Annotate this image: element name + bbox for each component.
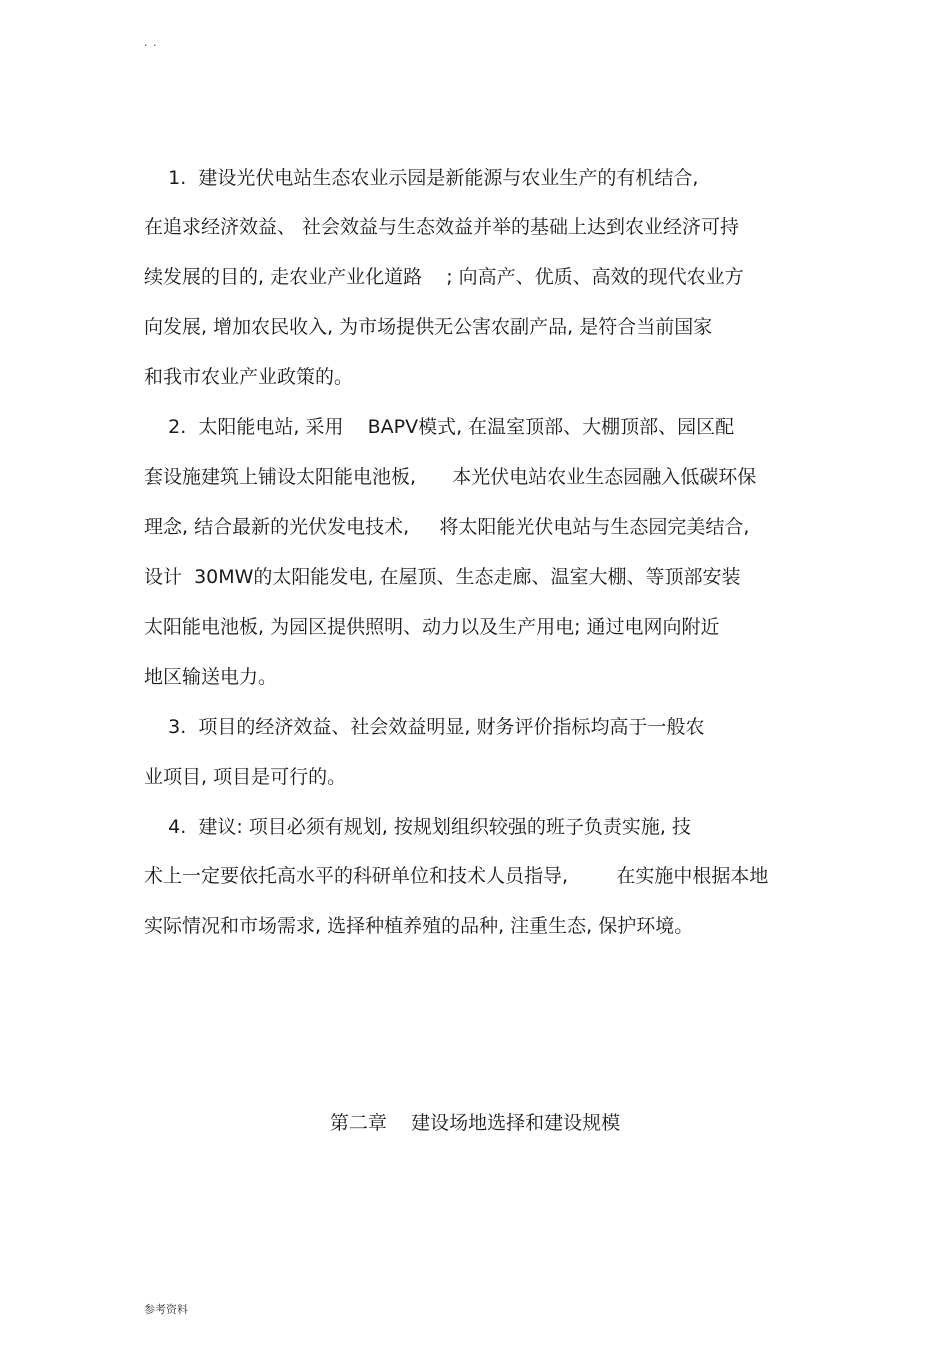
paragraph-3-line-2: 业项目, 项目是可行的。 (144, 766, 347, 788)
paragraph-3-line-1: 3. 项目的经济效益、社会效益明显, 财务评价指标均高于一般农 (144, 716, 705, 738)
paragraph-4-line-2: 术上一定要依托高水平的科研单位和技术人员指导, 在实施中根据本地 (144, 865, 769, 887)
paragraph-2-line-4: 设计 30MW的太阳能发电, 在屋顶、生态走廊、温室大棚、等顶部安装 (144, 566, 741, 588)
paragraph-2-line-1: 2. 太阳能电站, 采用 BAPV模式, 在温室顶部、大棚顶部、园区配 (144, 416, 735, 438)
paragraph-4-line-3: 实际情况和市场需求, 选择种植养殖的品种, 注重生态, 保护环境。 (144, 915, 694, 937)
paragraph-1-line-1: 1. 建设光伏电站生态农业示园是新能源与农业生产的有机结合, (144, 167, 699, 189)
paragraph-4-line-1: 4. 建议: 项目必须有规划, 按规划组织较强的班子负责实施, 技 (144, 816, 691, 838)
paragraph-1-line-5: 和我市农业产业政策的。 (144, 366, 354, 388)
chapter-title: 第二章 建设场地选择和建设规模 (329, 1112, 621, 1134)
paragraph-1-line-3: 续发展的目的, 走农业产业化道路 ; 向高产、优质、高效的现代农业方 (144, 266, 744, 288)
paragraph-2-line-6: 地区输送电力。 (144, 666, 278, 688)
paragraph-2-line-5: 太阳能电池板, 为园区提供照明、动力以及生产用电; 通过电网向附近 (144, 616, 720, 638)
paragraph-1-line-4: 向发展, 增加农民收入, 为市场提供无公害农副产品, 是符合当前国家 (144, 316, 713, 338)
paragraph-2-line-2: 套设施建筑上铺设太阳能电池板, 本光伏电站农业生态园融入低碳环保 (144, 466, 757, 488)
footer-label: 参考资料 (144, 1303, 188, 1316)
paragraph-2-line-3: 理念, 结合最新的光伏发电技术, 将太阳能光伏电站与生态园完美结合, (144, 516, 750, 538)
paragraph-1-line-2: 在追求经济效益、 社会效益与生态效益并举的基础上达到农业经济可持 (144, 216, 740, 238)
header-mark: . . (144, 36, 158, 49)
